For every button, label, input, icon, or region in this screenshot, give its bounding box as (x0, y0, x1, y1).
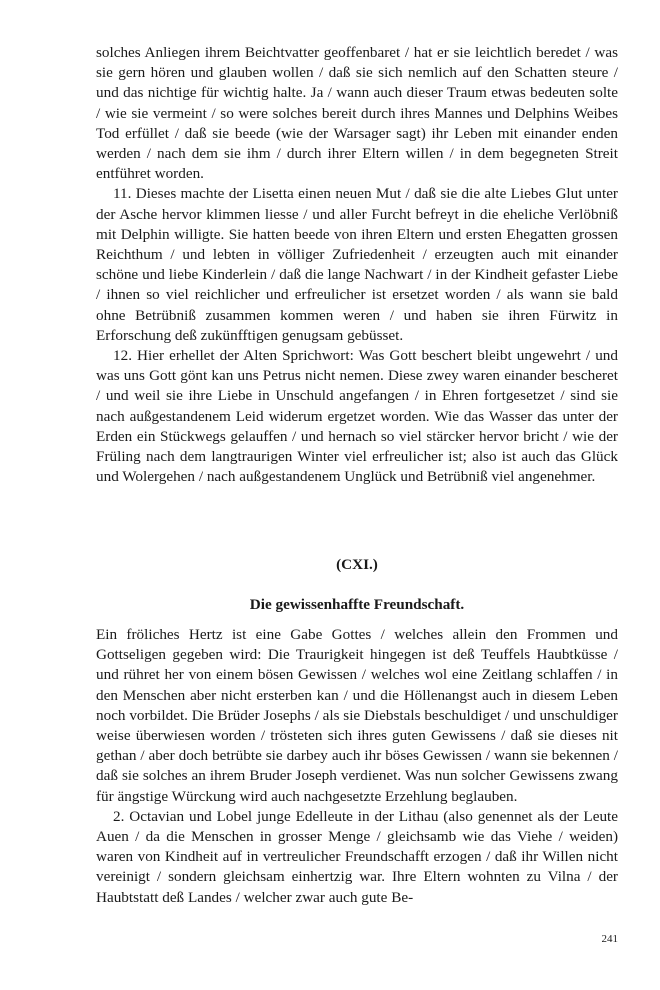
paragraph-1: Ein fröliches Hertz ist eine Gabe Gottes / welches allein den Frommen und Gottseligen gegeben wird: Die Traurigkeit hingegen ist deß Teuffels Haubtküsse / und rühret her von einem bösen Gewissen / welches wol eine Zeitlang schlaffen / in den Menschen aber nicht ersterben kan / und die Höllenangst auch in diesem Leben noch vorbildet. Die Brüder Josephs / als sie Diebstals beschuldiget / und unschuldiger weise überwiesen worden / trösteten sich ihres guten Gewissens / daß sie dieses nit gethan / aber doch betrübte sie darbey auch ihr böses Gewissen / wann sie bekennen / daß sie solches an ihrem Bruder Joseph verdienet. Was nun solcher Gewissens zwang für ängstige Würckung wird auch nachgesetzte Erzehlung beglauben. (96, 626, 618, 805)
new-section-body (96, 625, 618, 908)
continued-section (96, 43, 618, 487)
page-number: 241 (601, 933, 618, 945)
paragraph-12: 12. Hier erhellet der Alten Sprichwort: Was Gott beschert bleibt ungewehrt / und was uns Gott gönt kan uns Petrus nicht nemen. Diese zwey waren einander bescheret / und weil sie ihre Liebe in Unschuld angefangen / in Ehren fortgesetzet / sind sie nach außgestandenem Leid widerum ergetzet worden. Wie das Wasser das unter der Erden ein Stückwegs gelauffen / und hernach so viel stärcker hervor bricht / wie der Früling nach dem langtraurigen Winter viel erfreulicher ist; also ist auch das Glück und Wolergehen / nach außgestandenem Unglück und Betrübniß viel angenehmer. (96, 347, 618, 486)
section-title: Die gewissenhaffte Freundschaft. (249, 596, 465, 613)
paragraph-continuation: solches Anliegen ihrem Beichtvatter geoffenbaret / hat er sie leichtlich beredet / was sie gern hören und glauben wollen / daß sie sich nemlich auf den Schatten steure / und das nichtige für wichtig halte. Ja / wann auch dieser Traum etwas bedeuten solte / wie sie vermeint / so were solches bereit durch ihres Mannes und Delphins Weibes Tod erfüllet / daß sie beede (wie der Warsager sagt) ihr Leben mit einander enden werden / nach dem sie ihm / durch ihrer Eltern willen / in dem begegneten Streit entführet worden. (96, 44, 618, 183)
paragraph-11: 11. Dieses machte der Lisetta einen neuen Mut / daß sie die alte Liebes Glut unter der Asche hervor klimmen liesse / und aller Furcht befreyt in die eheliche Verlöbniß mit Delphin willigte. Sie hatten beede von ihren Eltern und ersten Ehegatten grossen Reichthum / und lebten in völliger Zufriedenheit / erzeugten auch mit einander schöne und liebe Kinderlein / daß die lange Nachwart / in der Kindheit gefaster Liebe / ihnen so viel reichlicher und erfreulicher ist ersetzet worden / als wann sie bald ohne Betrübniß zusammen kommen weren / und haben sie ihren Fürwitz in Erforschung deß zukünfftigen genugsam gebüsset. (96, 185, 618, 344)
section-number: (CXI.) (336, 556, 378, 573)
paragraph-2: 2. Octavian und Lobel junge Edelleute in der Lithau (also genennet als der Leute Auen / da die Menschen in grosser Menge / gleichsamb wie das Viehe / weiden) waren von Kindheit auf in vertreulicher Freundschafft erzogen / daß ihr Willen nicht vereinigt / sondern gleichsam einhertzig war. Ihre Eltern wohnten zu Vilna / der Haubtstatt deß Landes / welcher zwar auch gute Be- (96, 807, 618, 906)
